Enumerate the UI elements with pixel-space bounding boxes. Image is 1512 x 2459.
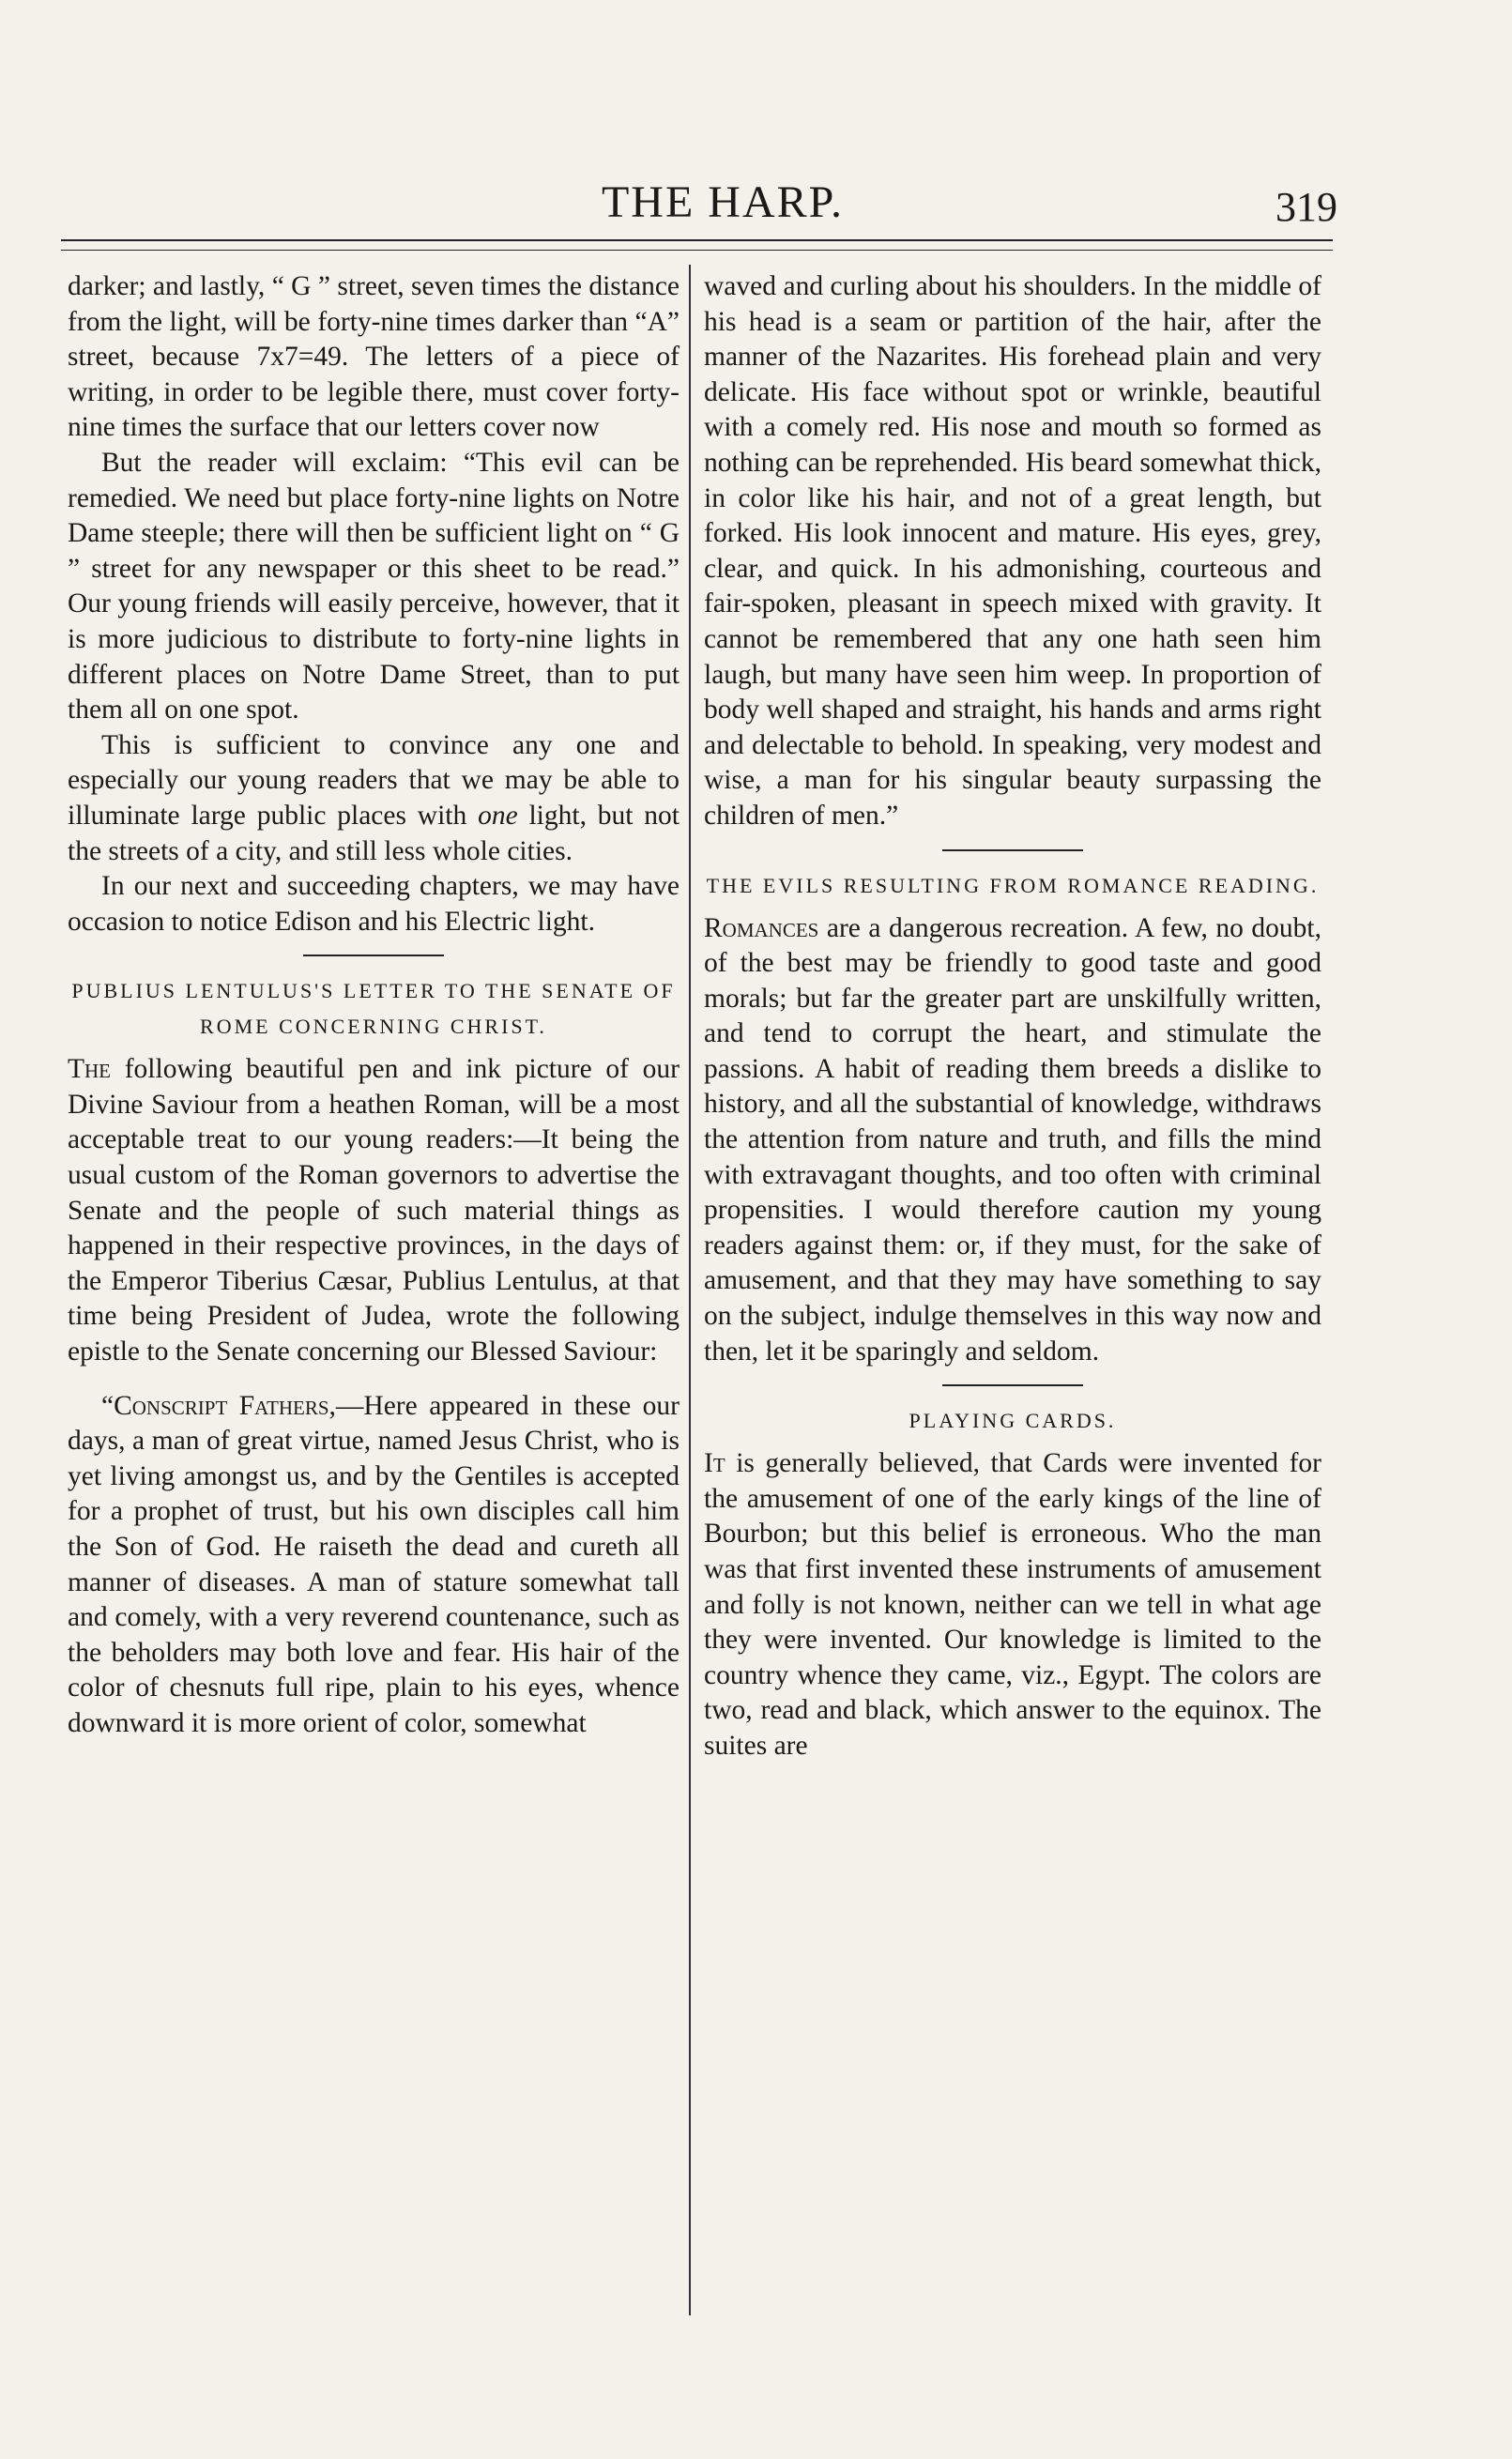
- left-paragraph-2: But the reader will exclaim: “This evil can be remedied. We need but place forty-nine lights on Notre Dame steeple; there will then be sufficient light on “ G ” street for any newspaper or this sheet to be read.” Our young friends will easily perceive, however, that it is more judicious to distribute to forty-nine lights in different places on Notre Dame Street, than to put them all on one spot.: [68, 447, 680, 725]
- left-paragraph-3-text-a: This is sufficient to convince any one and especially our young readers that we may be able to illuminate large public places with: [68, 729, 680, 831]
- column-divider: [689, 265, 691, 2315]
- right-column: [704, 269, 1321, 1764]
- right-paragraph-3-lead: It: [704, 1448, 725, 1479]
- section-heading-lentulus: PUBLIUS LENTULUS'S LETTER TO THE SENATE OF ROME CONCERNING CHRIST.: [71, 979, 676, 1039]
- left-paragraph-5-text: following beautiful pen and ink picture of our Divine Saviour from a heathen Roman, will be a most acceptable treat to our young readers:—It being the usual custom of the Roman governors to advertise the Senate and the people of such material things as happened in their respective provinces, in the days of the Emperor Tiberius Cæsar, Publius Lentulus, at that time being President of Judea, wrote the following epistle to the Senate concerning our Blessed Saviour:: [68, 1054, 680, 1367]
- right-paragraph-2-text: are a dangerous recreation. A few, no doubt, of the best may be friendly to good taste and good morals; but far the greater part are unskilfully written, and tend to corrupt the heart, and stimulate the passions. A habit of reading them breeds a dislike to history, and all the substantial of knowledge, withdraws the attention from nature and truth, and fills the mind with extravagant thoughts, and too often with criminal propensities. I would therefore caution my young readers against them: or, if they must, for the sake of amusement, and that they may have something to say on the subject, indulge themselves in this way now and then, let it be sparingly and seldom.: [704, 912, 1321, 1367]
- header-rule-bottom: [61, 250, 1333, 251]
- right-paragraph-2-lead: Romances: [704, 912, 819, 943]
- section-divider: [942, 1384, 1083, 1386]
- left-paragraph-5-lead: The: [68, 1054, 112, 1085]
- left-paragraph-3-italic: one: [478, 800, 518, 831]
- running-title: THE HARP.: [601, 177, 845, 227]
- left-paragraph-3: [68, 728, 680, 869]
- section-heading-playing-cards: PLAYING CARDS.: [909, 1409, 1117, 1433]
- section-divider: [303, 955, 444, 956]
- right-paragraph-1: waved and curling about his shoulders. In the middle of his head is a seam or partition of the hair, after the manner of the Nazarites. His forehead plain and very delicate. His face without spot or wrinkle, beautiful with a comely red. His nose and mouth so formed as nothing can be reprehended. His beard somewhat thick, in color like his hair, and not of a great length, but forked. His look innocent and mature. His eyes, grey, clear, and quick. In his admonishing, courteous and fair-spoken, pleasant in speech mixed with gravity. It cannot be remembered that any one hath seen him laugh, but many have seen him weep. In proportion of body well shaped and straight, his hands and arms right and delectable to behold. In speaking, very modest and wise, a man for his singular beauty surpassing the children of men.”: [704, 271, 1321, 831]
- right-paragraph-3-text: is generally believed, that Cards were invented for the amusement of one of the early kings of the line of Bourbon; but this belief is erroneous. Who the man was that first invented these instruments of amusement and folly is not known, neither can we tell in what age they were invented. Our knowledge is limited to the country whence they came, viz., Egypt. The colors are two, read and black, which answer to the equinox. The suites are: [704, 1448, 1321, 1761]
- left-paragraph-6-lead: “Conscript Fathers,: [101, 1390, 336, 1421]
- left-paragraph-1: darker; and lastly, “ G ” street, seven times the distance from the light, will be forty-nine times darker than “A” street, because 7x7=49. The letters of a piece of writing, in order to be legible there, must cover forty-nine times the surface that our letters cover now: [68, 271, 680, 443]
- paragraph-gap: [68, 1370, 680, 1389]
- left-paragraph-6-text: —Here appeared in these our days, a man of great virtue, named Jesus Christ, who is yet living amongst us, and by the Gentiles is accepted for a prophet of trust, but his own disciples call him the Son of God. He raiseth the dead and cureth all manner of diseases. A man of stature somewhat tall and comely, with a very reverend countenance, such as the beholders may both love and fear. His hair of the color of chesnuts full ripe, plain to his eyes, whence downward it is more orient of color, somewhat: [68, 1390, 680, 1738]
- left-column: [68, 269, 680, 1742]
- section-heading-romance: THE EVILS RESULTING FROM ROMANCE READING.: [706, 873, 1320, 897]
- right-paragraph-2: [704, 911, 1321, 1370]
- page-number: 319: [1275, 184, 1337, 230]
- left-paragraph-4: In our next and succeeding chapters, we may have occasion to notice Edison and his Electric light.: [68, 871, 680, 937]
- right-paragraph-3: [704, 1446, 1321, 1764]
- section-divider: [942, 849, 1083, 851]
- left-paragraph-6: [68, 1389, 680, 1742]
- left-paragraph-5: [68, 1052, 680, 1369]
- left-paragraph-3-text-b: light, but not the streets of a city, and still less whole cities.: [68, 800, 680, 866]
- header-rule-top: [61, 239, 1333, 241]
